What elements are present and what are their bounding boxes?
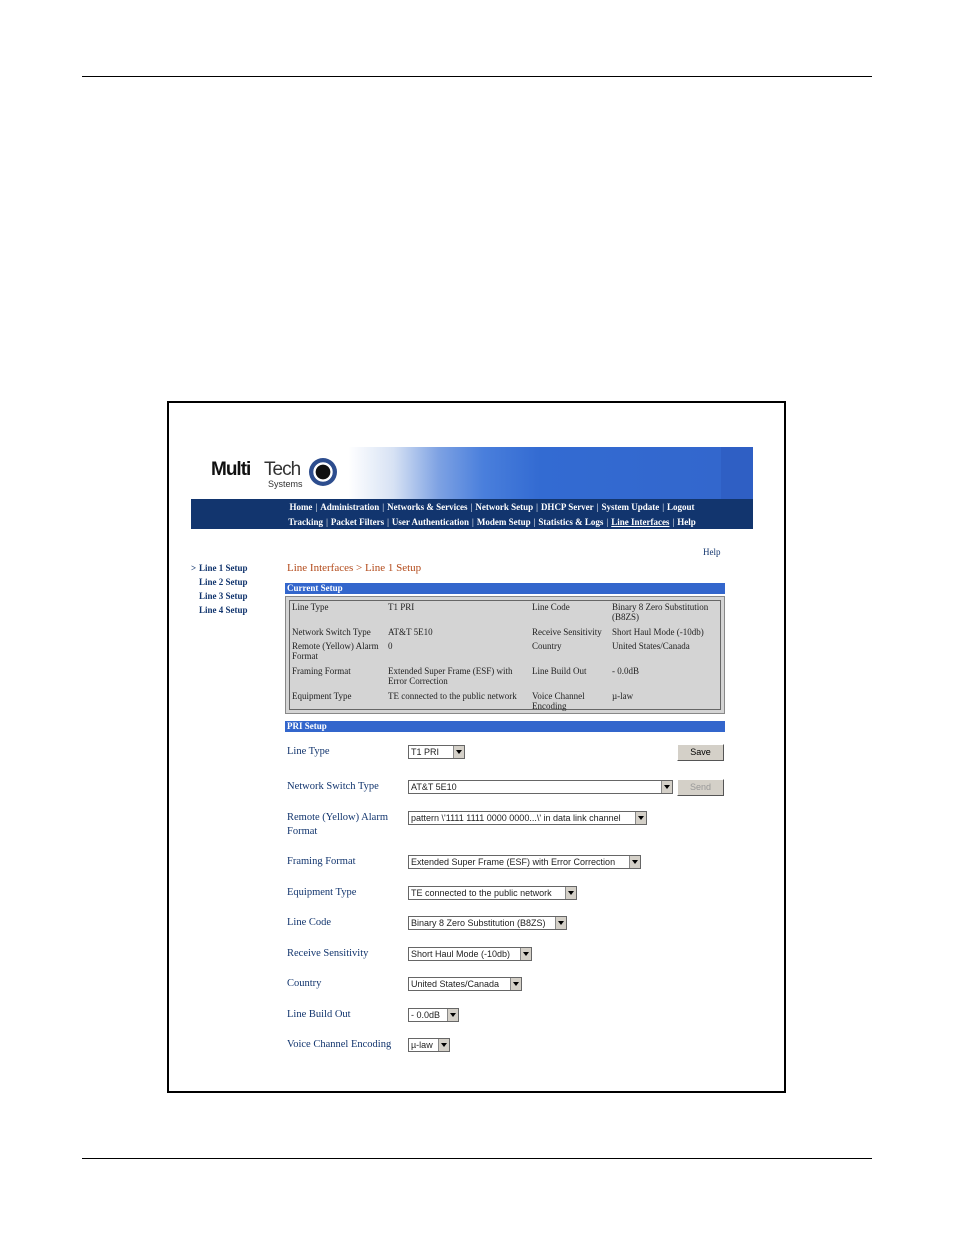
cs-label: Line Code [532, 602, 570, 612]
chevron-down-icon [661, 781, 672, 793]
cs-value: AT&T 5E10 [388, 627, 433, 637]
cs-value: Binary 8 Zero Substitution (B8ZS) [612, 602, 709, 622]
logo-text-multi: Multi [211, 459, 251, 480]
framing-format-label: Framing Format [287, 856, 356, 867]
banner-stripe [721, 447, 753, 499]
logo-text-systems: Systems [268, 479, 303, 489]
bottom-rule [82, 1158, 872, 1159]
nav-link-system-update[interactable]: System Update [601, 502, 660, 512]
header-banner [191, 447, 753, 499]
sidebar-item-line-3[interactable] [191, 591, 248, 605]
nav-link-logout[interactable]: Logout [667, 502, 695, 512]
sidebar-item-line-4[interactable] [191, 605, 248, 619]
cs-label: Country [532, 641, 562, 651]
cs-label: Framing Format [292, 666, 351, 676]
nav-link-dhcp-server[interactable]: DHCP Server [540, 502, 594, 512]
cs-label: Remote (Yellow) Alarm Format [292, 641, 379, 661]
nav-link-modem-setup[interactable]: Modem Setup [476, 517, 531, 527]
nav-separator: | [596, 502, 599, 512]
sidebar-menu [191, 563, 248, 619]
sidebar-item-label: Line 1 Setup [199, 563, 248, 573]
nav-link-user-authentication[interactable]: User Authentication [391, 517, 470, 527]
nav-separator: | [672, 517, 675, 527]
nav-link-networks-services[interactable]: Networks & Services [387, 502, 468, 512]
network-switch-type-label: Network Switch Type [287, 781, 379, 792]
chevron-down-icon [438, 1039, 449, 1051]
line-type-label: Line Type [287, 746, 330, 757]
logo-text-tech: Tech [264, 459, 301, 480]
cs-label: Line Type [292, 602, 329, 612]
cs-value: T1 PRI [388, 602, 415, 612]
cs-value: United States/Canada [612, 641, 690, 651]
chevron-down-icon [635, 812, 646, 824]
remote-alarm-format-select[interactable]: pattern \'1111 1111 0000 0000...\' in data link channel [408, 811, 647, 825]
pri-setup-header: PRI Setup [285, 721, 725, 732]
country-select[interactable]: United States/Canada [408, 977, 522, 991]
nav-separator: | [472, 517, 474, 527]
cs-value: µ-law [612, 691, 634, 701]
receive-sensitivity-label: Receive Sensitivity [287, 948, 369, 959]
nav-separator: | [606, 517, 609, 527]
network-switch-type-select[interactable]: AT&T 5E10 [408, 780, 673, 794]
cs-value: 0 [388, 641, 393, 651]
current-setup-header: Current Setup [285, 583, 725, 594]
chevron-down-icon [629, 856, 640, 868]
line-build-out-select[interactable]: - 0.0dB [408, 1008, 459, 1022]
cs-label: Network Switch Type [292, 627, 371, 637]
nav-link-tracking[interactable]: Tracking [288, 517, 324, 527]
nav-row-2 [191, 517, 753, 527]
receive-sensitivity-select[interactable]: Short Haul Mode (-10db) [408, 947, 532, 961]
line-code-label: Line Code [287, 917, 332, 928]
equipment-type-label: Equipment Type [287, 887, 357, 898]
cs-label: Voice Channel Encoding [532, 691, 585, 711]
nav-link-home[interactable]: Home [289, 502, 313, 512]
save-button[interactable]: Save [677, 744, 724, 761]
chevron-down-icon [555, 917, 566, 929]
cs-value: - 0.0dB [612, 666, 639, 676]
current-setup-panel [285, 596, 725, 714]
cs-label: Equipment Type [292, 691, 352, 701]
cs-label: Receive Sensitivity [532, 627, 602, 637]
sidebar-item-line-1[interactable] [191, 563, 248, 577]
screenshot-frame [167, 401, 786, 1093]
line-code-select[interactable]: Binary 8 Zero Substitution (B8ZS) [408, 916, 567, 930]
line-type-select[interactable]: T1 PRI [408, 745, 465, 759]
nav-separator: | [387, 517, 389, 527]
nav-separator: | [662, 502, 665, 512]
chevron-down-icon [520, 948, 531, 960]
nav-link-administration[interactable]: Administration [320, 502, 380, 512]
chevron-down-icon [447, 1009, 458, 1021]
cs-label: Line Build Out [532, 666, 587, 676]
nav-link-packet-filters[interactable]: Packet Filters [330, 517, 385, 527]
nav-separator: | [536, 502, 538, 512]
chevron-down-icon [510, 978, 521, 990]
sidebar-item-label: Line 3 Setup [199, 591, 248, 601]
sidebar-item-line-2[interactable] [191, 577, 248, 591]
voice-channel-encoding-select[interactable]: µ-law [408, 1038, 450, 1052]
send-button[interactable]: Send [677, 779, 724, 796]
nav-link-help[interactable]: Help [677, 517, 696, 527]
cs-value: Short Haul Mode (-10db) [612, 627, 704, 637]
nav-link-statistics-logs[interactable]: Statistics & Logs [538, 517, 604, 527]
current-marker: > [191, 563, 197, 573]
top-rule [82, 76, 872, 77]
nav-link-line-interfaces[interactable]: Line Interfaces [611, 517, 670, 527]
nav-separator: | [326, 517, 328, 527]
nav-separator: | [315, 502, 318, 512]
breadcrumb: Line Interfaces > Line 1 Setup [287, 562, 422, 574]
framing-format-select[interactable]: Extended Super Frame (ESF) with Error Correction [408, 855, 641, 869]
sidebar-item-label: Line 2 Setup [199, 577, 248, 587]
voice-channel-encoding-label: Voice Channel Encoding [287, 1039, 392, 1050]
nav-separator: | [533, 517, 536, 527]
multitech-logo [211, 457, 341, 491]
cs-value: TE connected to the public network [388, 691, 517, 701]
nav-link-network-setup[interactable]: Network Setup [475, 502, 534, 512]
sidebar-item-label: Line 4 Setup [199, 605, 248, 615]
logo-ring-icon [309, 458, 337, 486]
nav-separator: | [382, 502, 385, 512]
equipment-type-select[interactable]: TE connected to the public network [408, 886, 577, 900]
nav-separator: | [470, 502, 473, 512]
country-label: Country [287, 978, 322, 989]
help-link[interactable]: Help [703, 547, 721, 557]
line-build-out-label: Line Build Out [287, 1009, 351, 1020]
chevron-down-icon [565, 887, 576, 899]
nav-row-1 [191, 502, 753, 512]
chevron-down-icon [453, 746, 464, 758]
remote-alarm-format-label: Remote (Yellow) Alarm Format [287, 812, 389, 837]
top-navigation [191, 499, 753, 529]
cs-value: Extended Super Frame (ESF) with Error Correction [388, 666, 513, 686]
